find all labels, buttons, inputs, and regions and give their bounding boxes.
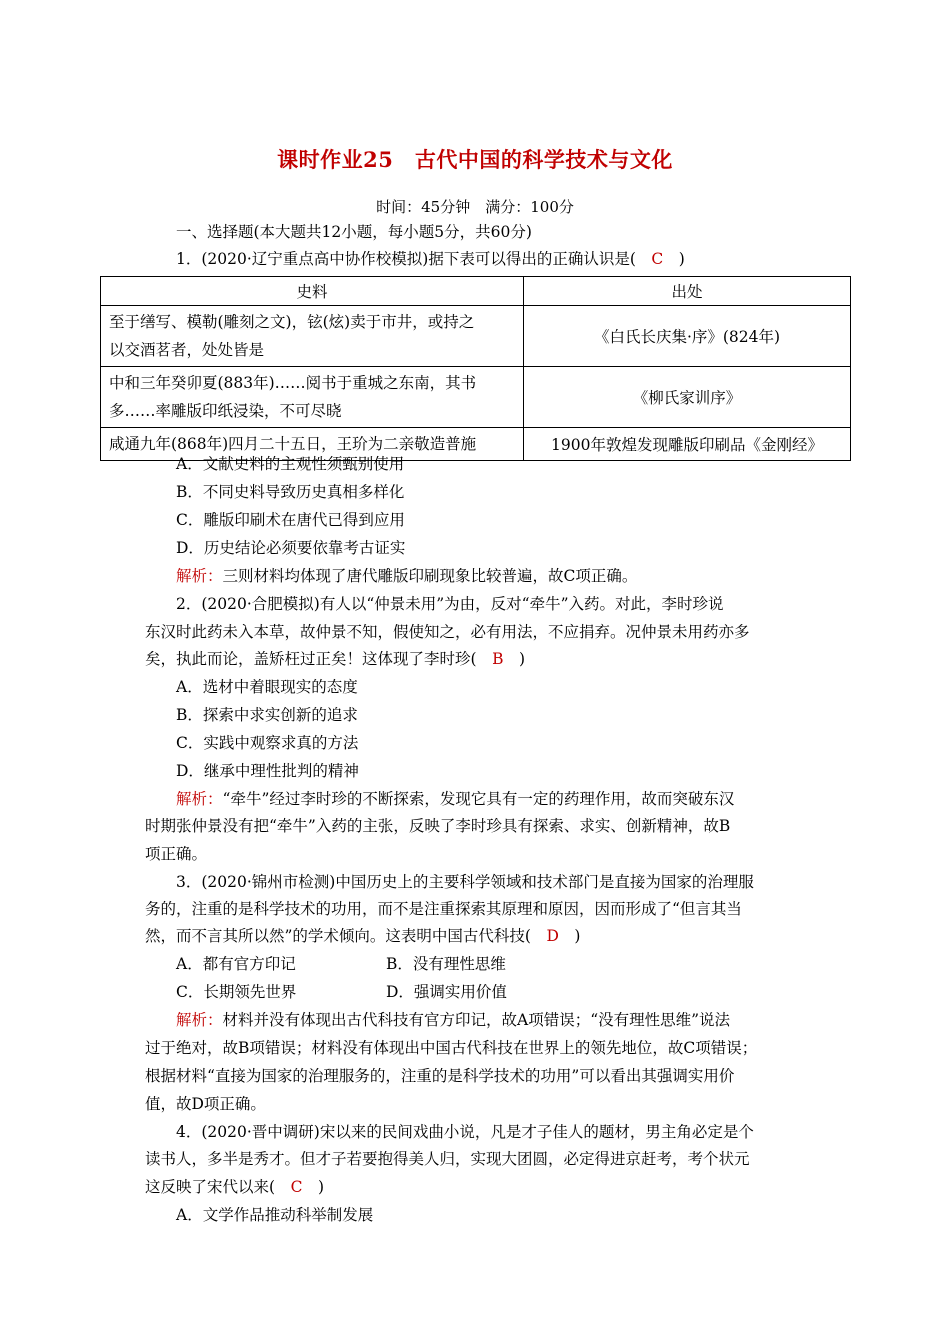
q4-stem-line1: 4．(2020·晋中调研)宋以来的民间戏曲小说，凡是才子佳人的题材，男主角必定是个 — [176, 1123, 754, 1141]
q3-option-a: A．都有官方印记 — [176, 955, 296, 973]
q3-option-d: D．强调实用价值 — [386, 983, 507, 1001]
header-cell: 史料 — [101, 277, 524, 306]
q2-option-c: C．实践中观察求真的方法 — [176, 734, 359, 752]
q3-option-c: C．长期领先世界 — [176, 983, 297, 1001]
analysis-label: 解析： — [176, 567, 223, 585]
q1-option-d: D．历史结论必须要依靠考古证实 — [176, 539, 406, 557]
q2-stem-line1: 2．(2020·合肥模拟)有人以“仲景未用”为由，反对“牵牛”入药。对此，李时珍说 — [176, 595, 724, 613]
analysis-label: 解析： — [176, 1011, 223, 1029]
q2-analysis-line3: 项正确。 — [145, 845, 208, 863]
q1-stem: 1．(2020·辽宁重点高中协作校模拟)据下表可以得出的正确认识是( C ) — [176, 250, 685, 268]
q2-answer: B — [492, 650, 504, 668]
table-cell-source: 《白氏长庆集·序》(824年) — [524, 306, 851, 367]
q2-analysis-line2: 时期张仲景没有把“牵牛”入药的主张，反映了李时珍具有探索、求实、创新精神，故B — [145, 817, 731, 835]
q3-stem-line2: 务的，注重的是科学技术的功用，而不是注重探索其原理和原因，因而形成了“但言其当 — [145, 900, 742, 918]
table-cell-source: 1900年敦煌发现雕版印刷品《金刚经》 — [524, 428, 851, 461]
q4-stem-line2: 读书人，多半是秀才。但才子若要抱得美人归，实现大团圆，必定得进京赶考，考个状元 — [145, 1150, 750, 1168]
q1-option-b: B．不同史料导致历史真相多样化 — [176, 483, 405, 501]
table-cell-text: 咸通九年(868年)四月二十五日，王玠为二亲敬造普施 — [101, 428, 524, 461]
q1-source-table — [100, 276, 851, 461]
q1-analysis: 解析：三则材料均体现了唐代雕版印刷现象比较普遍，故C项正确。 — [176, 567, 638, 585]
q2-option-b: B．探索中求实创新的追求 — [176, 706, 358, 724]
q3-analysis-line4: 值，故D项正确。 — [145, 1095, 266, 1113]
header-cell: 出处 — [524, 277, 851, 306]
q4-answer: C — [290, 1178, 303, 1196]
q4-stem-line3: 这反映了宋代以来( C ) — [145, 1178, 324, 1196]
q3-analysis-line2: 过于绝对，故B项错误；材料没有体现出中国古代科技在世界上的领先地位，故C项错误； — [145, 1039, 758, 1057]
q1-answer: C — [651, 250, 664, 268]
q2-option-a: A．选材中着眼现实的态度 — [176, 678, 358, 696]
table-cell-text: 至于缮写、模勒(雕刻之文)，铉(炫)卖于市井，或持之 以交酒茗者，处处皆是 — [101, 306, 524, 367]
table-row — [101, 306, 851, 367]
time-score-line: 时间：45分钟 满分：100分 — [376, 198, 574, 216]
q3-stem-line1: 3．(2020·锦州市检测)中国历史上的主要科学领域和技术部门是直接为国家的治理服 — [176, 873, 754, 891]
table-cell-source: 《柳氏家训序》 — [524, 367, 851, 428]
q2-option-d: D．继承中理性批判的精神 — [176, 762, 359, 780]
table-row — [101, 367, 851, 428]
analysis-label: 解析： — [176, 790, 223, 808]
q3-analysis-line3: 根据材料“直接为国家的治理服务的，注重的是科学技术的功用”可以看出其强调实用价 — [145, 1067, 735, 1085]
q4-option-a: A．文学作品推动科举制发展 — [176, 1206, 374, 1224]
q3-option-b: B．没有理性思维 — [386, 955, 506, 973]
table-header-row — [101, 277, 851, 306]
document-title: 课时作业25 古代中国的科学技术与文化 — [277, 147, 673, 172]
q2-stem-line3: 矣，执此而论，盖矫枉过正矣！这体现了李时珍( B ) — [145, 650, 526, 668]
q3-answer: D — [546, 927, 559, 945]
q1-option-a: A．文献史料的主观性须甄别使用 — [176, 455, 405, 473]
q1-option-c: C．雕版印刷术在唐代已得到应用 — [176, 511, 405, 529]
q3-analysis-line1: 解析：材料并没有体现出古代科技有官方印记，故A项错误；“没有理性思维”说法 — [176, 1011, 731, 1029]
table-cell-text: 中和三年癸卯夏(883年)……阅书于重城之东南，其书 多……率雕版印纸浸染，不可尽晓 — [101, 367, 524, 428]
q2-stem-line2: 东汉时此药未入本草，故仲景不知，假使知之，必有用法，不应捐弃。况仲景未用药亦多 — [145, 623, 750, 641]
q2-analysis-line1: 解析：“牵牛”经过李时珍的不断探索，发现它具有一定的药理作用，故而突破东汉 — [176, 790, 735, 808]
section-header: 一、选择题(本大题共12小题，每小题5分，共60分) — [176, 223, 532, 241]
q3-stem-line3: 然，而不言其所以然”的学术倾向。这表明中国古代科技( D ) — [145, 927, 581, 945]
